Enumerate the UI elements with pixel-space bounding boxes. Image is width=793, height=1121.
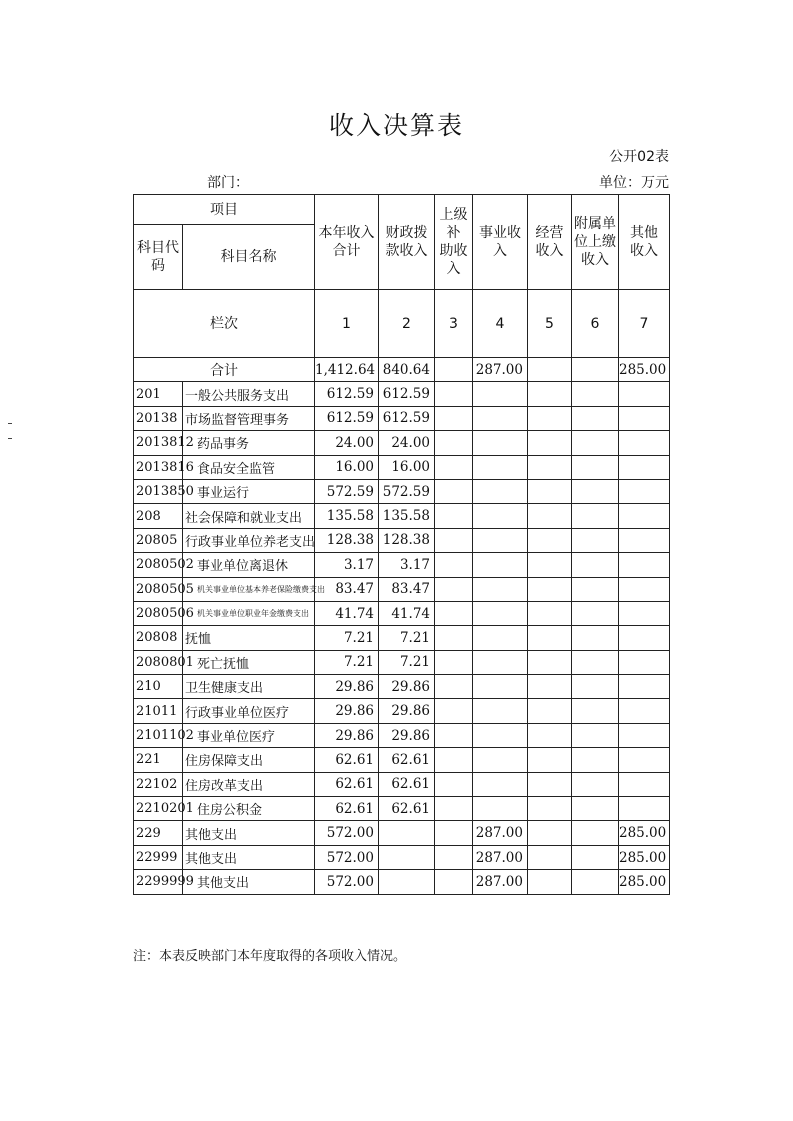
amount-cell	[619, 626, 670, 650]
amount-cell	[528, 455, 572, 479]
amount-cell	[619, 748, 670, 772]
amount-cell: 41.74	[315, 601, 379, 625]
subject-code: 229	[134, 821, 183, 845]
subject-code: 2299999	[134, 870, 183, 894]
amount-cell	[619, 431, 670, 455]
amount-cell: 135.58	[315, 504, 379, 528]
amount-cell	[572, 601, 619, 625]
amount-cell	[379, 870, 435, 894]
amount-cell	[619, 797, 670, 821]
amount-cell	[528, 382, 572, 406]
amount-cell	[473, 723, 528, 747]
amount-cell	[435, 553, 473, 577]
amount-cell: 62.61	[315, 797, 379, 821]
amount-cell	[473, 626, 528, 650]
amount-cell	[572, 748, 619, 772]
amount-cell	[473, 553, 528, 577]
header-label-line: 合计	[332, 243, 361, 259]
amount-cell	[435, 650, 473, 674]
amount-cell	[528, 528, 572, 552]
scan-mark	[8, 423, 12, 424]
amount-cell: 41.74	[379, 601, 435, 625]
scan-mark	[8, 438, 12, 439]
subject-code: 22102	[134, 772, 183, 796]
amount-cell	[528, 479, 572, 503]
amount-cell: 29.86	[315, 675, 379, 699]
amount-cell	[379, 821, 435, 845]
col-number: 1	[315, 290, 379, 358]
subject-name: 住房保障支出	[183, 748, 315, 772]
subject-name: 事业运行	[183, 479, 315, 503]
header-code: 科目代码	[134, 225, 183, 290]
table-row	[134, 479, 670, 503]
amount-cell	[473, 504, 528, 528]
amount-cell	[528, 845, 572, 869]
amount-cell	[473, 650, 528, 674]
amount-cell: 7.21	[379, 626, 435, 650]
header-label-line: 款收入	[385, 243, 428, 259]
amount-cell	[435, 577, 473, 601]
subject-name: 住房改革支出	[183, 772, 315, 796]
amount-cell: 135.58	[379, 504, 435, 528]
amount-cell	[572, 675, 619, 699]
amount-cell	[379, 845, 435, 869]
amount-cell	[435, 626, 473, 650]
amount-cell: 612.59	[379, 382, 435, 406]
table-row	[134, 748, 670, 772]
amount-cell	[473, 479, 528, 503]
amount-cell: 29.86	[379, 675, 435, 699]
subject-name: 机关事业单位职业年金缴费支出	[183, 601, 315, 625]
amount-cell: 29.86	[315, 699, 379, 723]
table-row	[134, 504, 670, 528]
table-note: 注：本表反映部门本年度取得的各项收入情况。	[133, 949, 407, 964]
amount-cell: 62.61	[315, 748, 379, 772]
col-number: 3	[435, 290, 473, 358]
amount-cell	[528, 821, 572, 845]
subject-name: 抚恤	[183, 626, 315, 650]
total-cell: 1,412.64	[315, 358, 379, 382]
amount-cell	[572, 870, 619, 894]
header-label-line: 补	[446, 225, 461, 241]
amount-cell: 612.59	[379, 406, 435, 430]
amount-cell	[572, 845, 619, 869]
subject-name: 一般公共服务支出	[183, 382, 315, 406]
amount-cell	[619, 675, 670, 699]
amount-cell	[572, 772, 619, 796]
table-row	[134, 650, 670, 674]
subject-code: 2013850	[134, 479, 183, 503]
amount-cell	[435, 699, 473, 723]
amount-cell: 3.17	[315, 553, 379, 577]
subject-name: 死亡抚恤	[183, 650, 315, 674]
amount-cell	[435, 797, 473, 821]
header-label-line: 经营	[535, 225, 564, 241]
table-row	[134, 577, 670, 601]
amount-cell: 7.21	[315, 626, 379, 650]
subject-code: 2080801	[134, 650, 183, 674]
amount-cell	[619, 577, 670, 601]
amount-cell	[572, 821, 619, 845]
subject-code: 201	[134, 382, 183, 406]
subject-code: 20138	[134, 406, 183, 430]
amount-cell: 287.00	[473, 870, 528, 894]
amount-cell: 62.61	[379, 748, 435, 772]
table-row	[134, 699, 670, 723]
subject-code: 2101102	[134, 723, 183, 747]
amount-cell: 62.61	[379, 797, 435, 821]
amount-cell	[572, 382, 619, 406]
subject-name: 其他支出	[183, 821, 315, 845]
amount-cell	[619, 455, 670, 479]
amount-cell: 285.00	[619, 845, 670, 869]
amount-cell: 572.00	[315, 845, 379, 869]
subject-name: 社会保障和就业支出	[183, 504, 315, 528]
table-row	[134, 406, 670, 430]
amount-cell	[572, 431, 619, 455]
total-cell	[572, 358, 619, 382]
total-row	[134, 358, 670, 382]
amount-cell	[435, 748, 473, 772]
amount-cell	[572, 650, 619, 674]
amount-cell	[572, 797, 619, 821]
amount-cell	[572, 406, 619, 430]
subject-code: 2210201	[134, 797, 183, 821]
table-row	[134, 870, 670, 894]
amount-cell	[435, 675, 473, 699]
amount-cell: 29.86	[379, 699, 435, 723]
header-col-7	[619, 195, 670, 290]
amount-cell	[528, 675, 572, 699]
amount-cell	[435, 845, 473, 869]
amount-cell: 612.59	[315, 382, 379, 406]
header-item: 项目	[134, 195, 315, 225]
header-label-line: 助收	[439, 243, 468, 259]
amount-cell: 83.47	[315, 577, 379, 601]
amount-cell	[435, 870, 473, 894]
table-row	[134, 821, 670, 845]
amount-cell: 612.59	[315, 406, 379, 430]
amount-cell	[473, 455, 528, 479]
header-label-line: 收入	[630, 243, 658, 259]
amount-cell: 62.61	[315, 772, 379, 796]
subject-code: 221	[134, 748, 183, 772]
subject-name: 机关事业单位基本养老保险缴费支出	[183, 577, 315, 601]
amount-cell	[572, 699, 619, 723]
amount-cell: 29.86	[315, 723, 379, 747]
amount-cell: 572.00	[315, 870, 379, 894]
amount-cell: 128.38	[379, 528, 435, 552]
subject-name: 其他支出	[183, 845, 315, 869]
subject-name: 市场监督管理事务	[183, 406, 315, 430]
subject-name: 药品事务	[183, 431, 315, 455]
amount-cell	[619, 601, 670, 625]
amount-cell	[528, 406, 572, 430]
subject-name: 卫生健康支出	[183, 675, 315, 699]
subject-name: 事业单位医疗	[183, 723, 315, 747]
total-cell: 840.64	[379, 358, 435, 382]
amount-cell	[435, 528, 473, 552]
amount-cell	[572, 528, 619, 552]
total-label: 合计	[134, 358, 315, 382]
amount-cell	[528, 504, 572, 528]
income-table	[133, 194, 670, 895]
amount-cell: 287.00	[473, 821, 528, 845]
subject-code: 210	[134, 675, 183, 699]
amount-cell	[619, 723, 670, 747]
amount-cell	[572, 553, 619, 577]
col-number: 5	[528, 290, 572, 358]
amount-cell	[572, 626, 619, 650]
subject-code: 22999	[134, 845, 183, 869]
header-col-6	[572, 195, 619, 290]
subject-name: 食品安全监管	[183, 455, 315, 479]
header-label-line: 入	[446, 261, 461, 277]
col-number: 4	[473, 290, 528, 358]
header-label-line: 上级	[439, 207, 468, 223]
amount-cell: 83.47	[379, 577, 435, 601]
amount-cell	[528, 723, 572, 747]
header-name: 科目名称	[183, 225, 315, 290]
subject-code: 2013816	[134, 455, 183, 479]
subject-code: 2080502	[134, 553, 183, 577]
amount-cell	[473, 699, 528, 723]
header-col-4	[473, 195, 528, 290]
amount-cell	[473, 577, 528, 601]
header-col-1	[315, 195, 379, 290]
table-row	[134, 797, 670, 821]
amount-cell	[435, 601, 473, 625]
header-col-5	[528, 195, 572, 290]
amount-cell: 29.86	[379, 723, 435, 747]
amount-cell: 572.00	[315, 821, 379, 845]
amount-cell	[619, 479, 670, 503]
amount-cell	[435, 479, 473, 503]
amount-cell	[528, 650, 572, 674]
amount-cell	[572, 504, 619, 528]
form-number: 公开02表	[609, 149, 669, 165]
department-label: 部门：	[207, 175, 249, 191]
subject-code: 208	[134, 504, 183, 528]
amount-cell	[435, 723, 473, 747]
table-row	[134, 431, 670, 455]
table-row	[134, 772, 670, 796]
amount-cell	[528, 772, 572, 796]
amount-cell	[528, 431, 572, 455]
amount-cell: 285.00	[619, 821, 670, 845]
subject-name: 事业单位离退休	[183, 553, 315, 577]
subject-name: 行政事业单位养老支出	[183, 528, 315, 552]
amount-cell	[435, 821, 473, 845]
table-row	[134, 455, 670, 479]
subject-code: 20808	[134, 626, 183, 650]
amount-cell	[473, 406, 528, 430]
amount-cell	[619, 504, 670, 528]
amount-cell: 128.38	[315, 528, 379, 552]
amount-cell	[619, 382, 670, 406]
amount-cell	[572, 455, 619, 479]
amount-cell	[528, 699, 572, 723]
subject-code: 2080506	[134, 601, 183, 625]
header-label-line: 本年收入	[318, 225, 375, 241]
amount-cell	[528, 553, 572, 577]
table-row	[134, 528, 670, 552]
header-label-line: 事业收入	[479, 225, 521, 259]
amount-cell	[435, 431, 473, 455]
amount-cell: 285.00	[619, 870, 670, 894]
amount-cell	[473, 601, 528, 625]
amount-cell: 16.00	[379, 455, 435, 479]
amount-cell: 24.00	[315, 431, 379, 455]
amount-cell: 7.21	[379, 650, 435, 674]
amount-cell	[528, 748, 572, 772]
header-label-line: 财政拨	[385, 225, 428, 241]
amount-cell	[528, 577, 572, 601]
subject-code: 2080505	[134, 577, 183, 601]
amount-cell	[619, 406, 670, 430]
table-row	[134, 601, 670, 625]
amount-cell: 62.61	[379, 772, 435, 796]
total-cell	[435, 358, 473, 382]
amount-cell	[435, 772, 473, 796]
amount-cell	[572, 479, 619, 503]
table-row	[134, 382, 670, 406]
table-row	[134, 626, 670, 650]
amount-cell: 287.00	[473, 845, 528, 869]
col-number: 7	[619, 290, 670, 358]
amount-cell	[572, 577, 619, 601]
amount-cell	[572, 723, 619, 747]
amount-cell	[473, 431, 528, 455]
table-row	[134, 723, 670, 747]
amount-cell	[435, 504, 473, 528]
amount-cell	[619, 650, 670, 674]
subject-name: 住房公积金	[183, 797, 315, 821]
header-col-3	[435, 195, 473, 290]
amount-cell	[473, 675, 528, 699]
subject-code: 20805	[134, 528, 183, 552]
header-label-line: 附属单	[574, 216, 616, 232]
subject-code: 21011	[134, 699, 183, 723]
table-row	[134, 675, 670, 699]
table-row	[134, 553, 670, 577]
amount-cell: 16.00	[315, 455, 379, 479]
amount-cell	[473, 797, 528, 821]
unit-label: 单位：万元	[599, 175, 669, 191]
amount-cell	[435, 382, 473, 406]
total-cell	[528, 358, 572, 382]
table-row	[134, 845, 670, 869]
header-label-line: 位上缴	[574, 234, 616, 250]
amount-cell: 572.59	[315, 479, 379, 503]
amount-cell	[435, 455, 473, 479]
amount-cell	[473, 528, 528, 552]
header-label-line: 收入	[581, 252, 609, 268]
amount-cell	[528, 601, 572, 625]
header-label-line: 收入	[535, 243, 564, 259]
header-label-line: 其他	[630, 225, 658, 241]
amount-cell	[528, 870, 572, 894]
amount-cell: 3.17	[379, 553, 435, 577]
amount-cell: 24.00	[379, 431, 435, 455]
amount-cell	[619, 553, 670, 577]
amount-cell	[473, 748, 528, 772]
amount-cell	[619, 699, 670, 723]
subject-code: 2013812	[134, 431, 183, 455]
amount-cell: 572.59	[379, 479, 435, 503]
amount-cell	[473, 772, 528, 796]
amount-cell	[528, 626, 572, 650]
subject-name: 行政事业单位医疗	[183, 699, 315, 723]
subject-name: 其他支出	[183, 870, 315, 894]
total-cell: 287.00	[473, 358, 528, 382]
amount-cell	[619, 772, 670, 796]
header-row-index: 栏次	[134, 290, 315, 358]
header-col-2	[379, 195, 435, 290]
total-cell: 285.00	[619, 358, 670, 382]
col-number: 2	[379, 290, 435, 358]
amount-cell	[473, 382, 528, 406]
amount-cell	[619, 528, 670, 552]
amount-cell	[435, 406, 473, 430]
page-title: 收入决算表	[328, 111, 464, 140]
amount-cell	[528, 797, 572, 821]
amount-cell: 7.21	[315, 650, 379, 674]
col-number: 6	[572, 290, 619, 358]
